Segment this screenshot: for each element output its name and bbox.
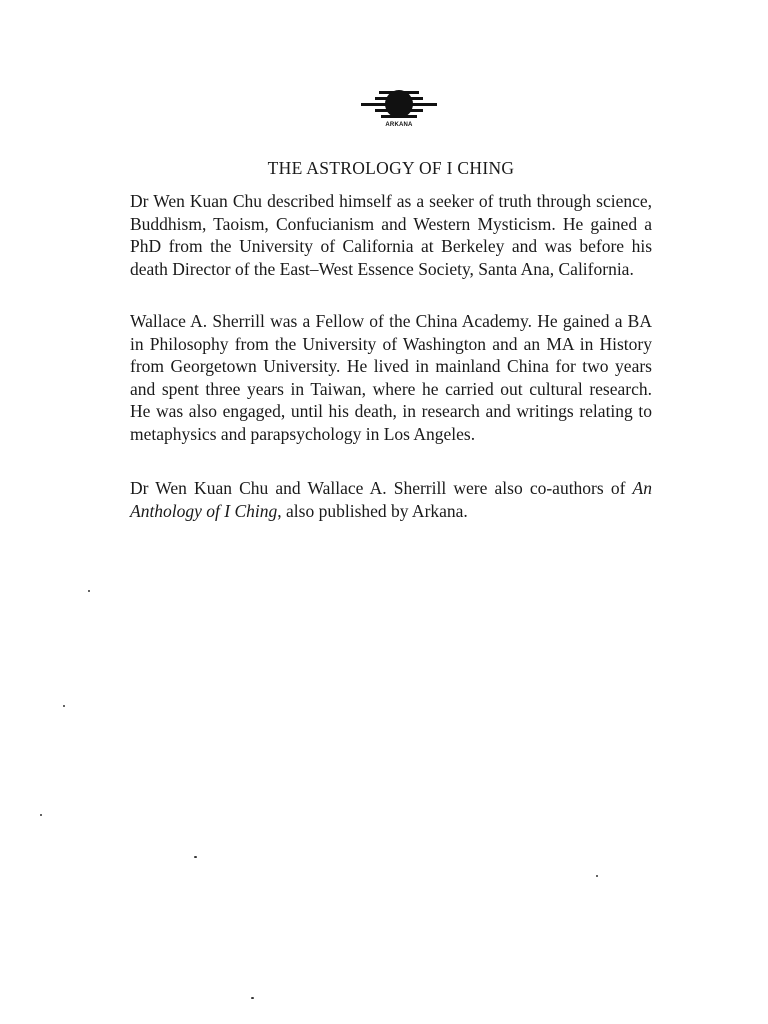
- bio-paragraph-sherrill: Wallace A. Sherrill was a Fellow of the China Academy. He gained a BA in Philosophy from the University of Washington and an MA in History from Georgetown University. He lived in mainland China for two years and spent three years in Taiwan, where he carried out cultural research. He was also engaged, until his death, in research and writings relating to metaphysics and parapsychology in Los Angeles.: [130, 311, 652, 444]
- bio-paragraph-chu: Dr Wen Kuan Chu described himself as a seeker of truth through science, Buddhism, Taoism, Confucianism and Western Mysticism. He gained a PhD from the University of California at Berkeley and was before his death Director of the East–West Essence Society, Santa Ana, California.: [130, 191, 652, 279]
- page-title: THE ASTROLOGY OF I CHING: [267, 158, 515, 178]
- scan-speck: [63, 705, 65, 707]
- logo-label: ARKANA: [385, 122, 413, 128]
- arkana-sun-icon: [355, 88, 443, 122]
- closing-text-after: , also published by Arkana.: [277, 500, 468, 521]
- book-title: An Anthology of I Ching: [130, 478, 652, 521]
- scan-speck: [596, 875, 598, 877]
- scan-speck: [194, 856, 197, 858]
- closing-text-before: Dr Wen Kuan Chu and Wallace A. Sherrill were also co-authors of: [130, 478, 633, 498]
- scan-speck: [40, 814, 42, 816]
- coauthor-paragraph: [130, 477, 652, 522]
- scan-speck: [88, 590, 90, 592]
- arkana-logo: [355, 88, 443, 136]
- scan-speck: [251, 997, 254, 999]
